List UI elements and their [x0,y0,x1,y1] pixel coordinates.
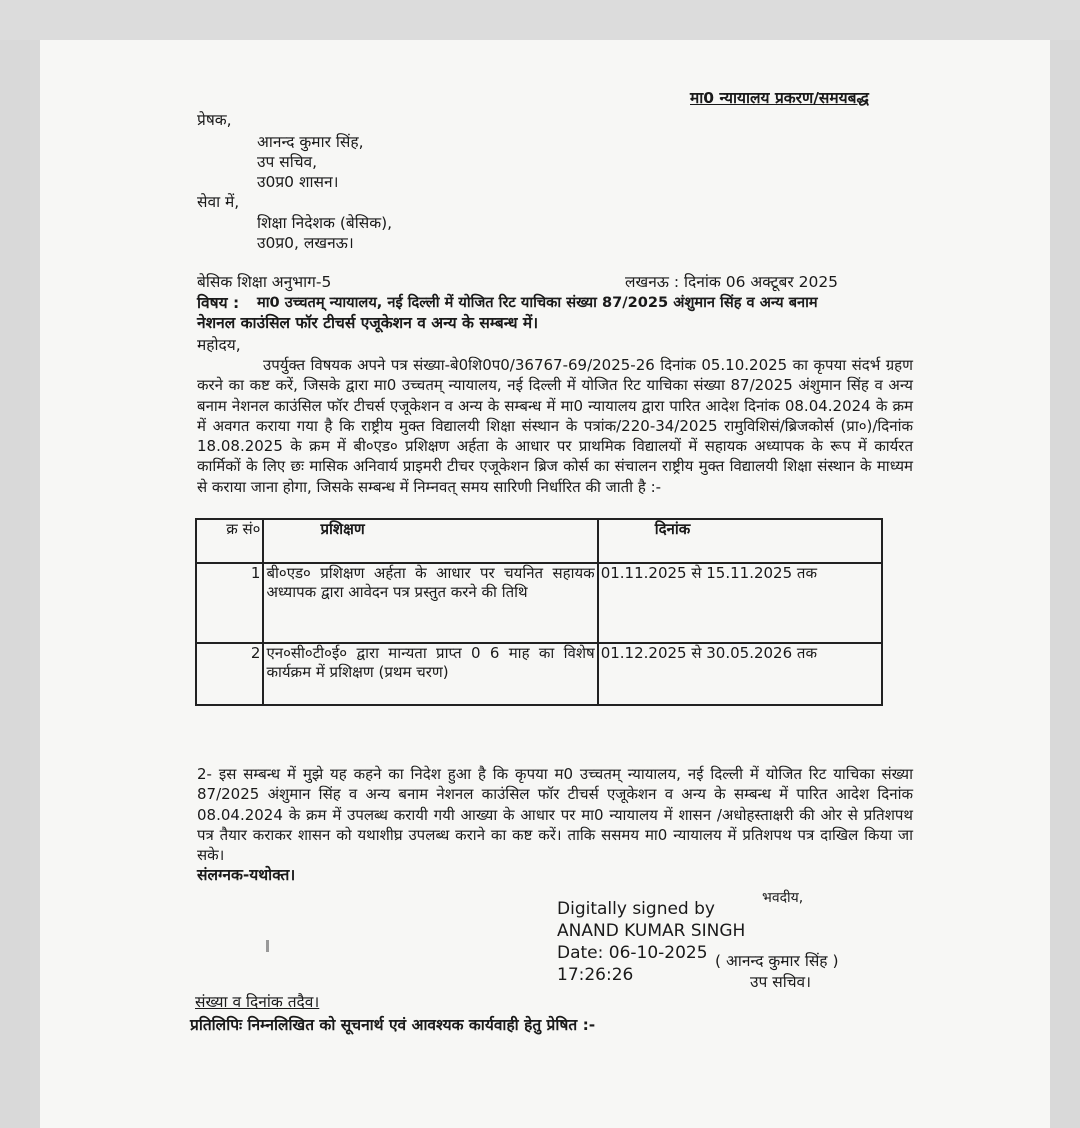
digital-signature-line-1: Digitally signed by [557,899,715,919]
paragraph-1 [197,355,913,497]
table-row [196,643,882,705]
salutation: महोदय, [197,336,241,354]
header-date: दिनांक [598,519,882,563]
subject-line-2: नेशनल काउंसिल फॉर टीचर्स एजूकेशन व अन्य के सम्बन्ध में। [197,314,539,332]
copy-to-line: प्रतिलिपिः निम्नलिखित को सूचनार्थ एवं आवश्यक कार्यवाही हेतु प्रेषित :- [190,1016,596,1034]
subject-line-1: मा0 उच्चतम् न्यायालय, नई दिल्ली में योजित रिट याचिका संख्या 87/2025 अंशुमान सिंह व अन्य बनाम [257,294,818,311]
row-date: 01.12.2025 से 30.05.2026 तक [598,643,882,705]
header-training: प्रशिक्षण [263,519,597,563]
header-serial: क्र सं० [196,519,263,563]
case-category-heading: मा0 न्यायालय प्रकरण/समयबद्ध [690,89,869,107]
table-header-row [196,519,882,563]
sender-office: उ0प्र0 शासन। [257,173,339,191]
reference-same: संख्या व दिनांक तदैव। [195,993,320,1011]
schedule-table [195,518,883,706]
digital-signature-line-2: ANAND KUMAR SINGH [557,921,746,941]
signatory-name: ( आनन्द कुमार सिंह ) [715,952,839,970]
subject-label: विषय : [197,294,240,312]
signatory-designation: उप सचिव। [750,973,812,991]
closing-salutation: भवदीय, [762,890,804,906]
paragraph-1-text: उपर्युक्त विषयक अपने पत्र संख्या-बे0शि0प0/36767-69/2025-26 दिनांक 05.10.2025 का कृपया संदर्भ ग्रहण करने का कष्ट करें, जिसके द्वारा मा0 उच्चतम् न्यायालय, नई दिल्ली में योजित रिट याचिका संख्या 87/2025 अंशुमान सिंह व अन्य बनाम नेशनल काउंसिल फॉर टीचर्स एजूकेशन व अन्य के सम्बन्ध में मा0 न्यायालय द्वारा पारित आदेश दिनांक 08.04.2024 के क्रम में अवगत कराया गया है कि राष्ट्रीय मुक्त विद्यालयी शिक्षा संस्थान के पत्रांक/220-34/2025 रामुविशिसं/ब्रिजकोर्स (प्रा०)/दिनांक 18.08.2025 के क्रम में बी०एड० प्रशिक्षण अर्हता के आधार पर प्राथमिक विद्यालयों में सहायक अध्यापक के रूप में कार्यरत कार्मिकों के लिए छः मासिक अनिवार्य प्राइमरी टीचर एजूकेशन ब्रिज कोर्स का संचालन राष्ट्रीय मुक्त विद्यालयी शिक्षा संस्थान के माध्यम से कराया जाना होगा, जिसके सम्बन्ध में निम्नवत् समय सारिणी निर्धारित की जाती है :- [197,356,913,496]
recipient-name: शिक्षा निदेशक (बेसिक), [257,214,393,232]
row-serial: 2 [196,643,263,705]
recipient-place: उ0प्र0, लखनऊ। [257,234,354,252]
digital-signature-line-4: 17:26:26 [557,965,634,985]
table-row [196,563,882,643]
row-date: 01.11.2025 से 15.11.2025 तक [598,563,882,643]
digital-signature-line-3: Date: 06-10-2025 [557,943,708,963]
row-training: एन०सी०टी०ई० द्वारा मान्यता प्राप्त 0 6 माह का विशेष कार्यक्रम में प्रशिक्षण (प्रथम चरण) [263,643,597,705]
sender-label: प्रेषक, [197,111,232,129]
section-name: बेसिक शिक्षा अनुभाग-5 [197,273,332,291]
row-serial: 1 [196,563,263,643]
sender-name: आनन्द कुमार सिंह, [257,133,364,151]
letter-date: लखनऊ : दिनांक 06 अक्टूबर 2025 [625,273,839,291]
paragraph-2: 2- इस सम्बन्ध में मुझे यह कहने का निदेश हुआ है कि कृपया म0 उच्चतम् न्यायालय, नई दिल्ली में योजित रिट याचिका संख्या 87/2025 अंशुमान सिंह व अन्य बनाम नेशनल काउंसिल फॉर टीचर्स एजूकेशन व अन्य के सम्बन्ध में पारित आदेश दिनांक 08.04.2024 के क्रम में उपलब्ध करायी गयी आख्या के आधार पर मा0 न्यायालय में शासन /अधोहस्ताक्षरी की ओर से प्रतिशपथ पत्र तैयार कराकर शासन को यथाशीघ्र उपलब्ध कराने का कष्ट करें। ताकि ससमय मा0 न्यायालय में प्रतिशपथ पत्र दाखिल किया जा सके। [197,765,913,865]
letter-page [40,40,1050,1128]
enclosure-note: संलग्नक-यथोक्त। [197,866,296,884]
scan-mark [266,940,269,952]
sender-designation: उप सचिव, [257,153,318,171]
recipient-label: सेवा में, [197,193,240,211]
row-training: बी०एड० प्रशिक्षण अर्हता के आधार पर चयनित सहायक अध्यापक द्वारा आवेदन पत्र प्रस्तुत करने की तिथि [263,563,597,643]
